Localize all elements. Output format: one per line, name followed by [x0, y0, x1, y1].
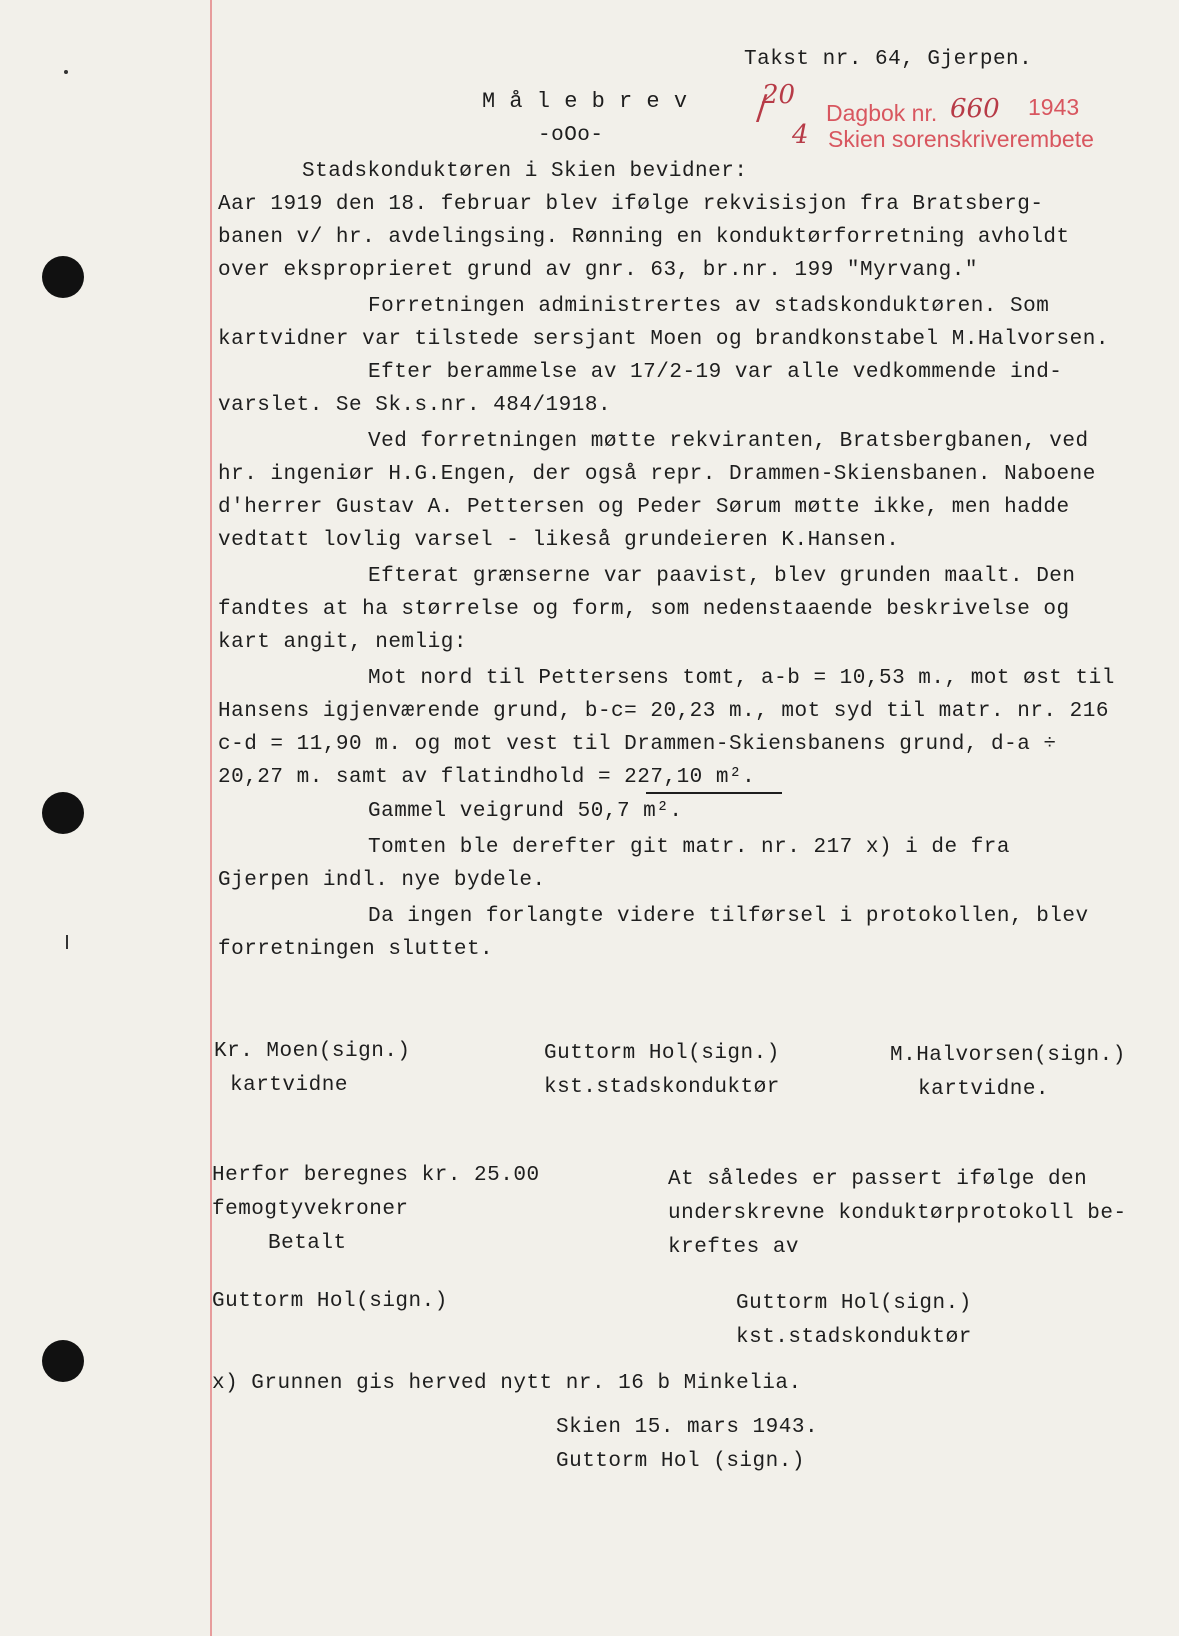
body-line: Hansens igjenværende grund, b-c= 20,23 m., mot syd til matr. nr. 216 [218, 700, 1109, 723]
punch-hole-icon [42, 792, 84, 834]
body-line: over eksproprieret grund av gnr. 63, br.nr. 199 "Myrvang." [218, 259, 978, 282]
signature-left-role: kartvidne [230, 1074, 348, 1097]
body-line: vedtatt lovlig varsel - likeså grundeieren K.Hansen. [218, 529, 900, 552]
body-line: Ved forretningen møtte rekviranten, Bratsbergbanen, ved [368, 430, 1089, 453]
closing-place-date: Skien 15. mars 1943. [556, 1416, 819, 1439]
body-line: Gjerpen indl. nye bydele. [218, 869, 546, 892]
punch-hole-icon [42, 256, 84, 298]
fee-paid: Betalt [268, 1232, 347, 1255]
paper-speck [64, 70, 68, 74]
body-line: banen v/ hr. avdelingsing. Rønning en konduktørforretning avholdt [218, 226, 1070, 249]
certification-line: kreftes av [668, 1236, 800, 1259]
closing-signer: Guttorm Hol (sign.) [556, 1450, 805, 1473]
body-line: varslet. Se Sk.s.nr. 484/1918. [218, 394, 612, 417]
stamp-date-month: 4 [792, 120, 809, 150]
body-line: Aar 1919 den 18. februar blev ifølge rekvisisjon fra Bratsberg- [218, 193, 1044, 216]
body-line: Efter berammelse av 17/2-19 var alle vedkommende ind- [368, 361, 1063, 384]
certification-line: underskrevne konduktørprotokoll be- [668, 1202, 1127, 1225]
signature-right-role: kartvidne. [918, 1078, 1050, 1101]
body-line: Mot nord til Pettersens tomt, a-b = 10,53 m., mot øst til [368, 667, 1115, 690]
certification-role: kst.stadskonduktør [736, 1326, 972, 1349]
body-line: 20,27 m. samt av flatindhold = 227,10 m². [218, 766, 756, 789]
stamp-year: 1943 [1028, 94, 1080, 120]
document-subtitle: -oOo- [538, 124, 604, 147]
body-line: Gammel veigrund 50,7 m². [368, 800, 683, 823]
takst-number: Takst nr. 64, Gjerpen. [744, 48, 1033, 71]
stamp-dagbok-number: 660 [950, 94, 1000, 124]
document-title: M å l e b r e v [482, 89, 688, 114]
footnote: x) Grunnen gis herved nytt nr. 16 b Minkelia. [212, 1372, 802, 1395]
body-line: Efterat grænserne var paavist, blev grunden maalt. Den [368, 565, 1076, 588]
body-line: c-d = 11,90 m. og mot vest til Drammen-Skiensbanens grund, d-a ÷ [218, 733, 1057, 756]
fee-line: femogtyvekroner [212, 1198, 409, 1221]
body-line: Stadskonduktøren i Skien bevidner: [302, 160, 748, 183]
certification-line: At således er passert ifølge den [668, 1168, 1088, 1191]
fee-signer: Guttorm Hol(sign.) [212, 1290, 448, 1313]
body-line: Forretningen administrertes av stadskonduktøren. Som [368, 295, 1050, 318]
body-line: d'herrer Gustav A. Pettersen og Peder Sørum møtte ikke, men hadde [218, 496, 1070, 519]
body-line: Da ingen forlangte videre tilførsel i protokollen, blev [368, 905, 1089, 928]
signature-mid-role: kst.stadskonduktør [544, 1076, 780, 1099]
stamp-dagbok-label: Dagbok nr. [826, 100, 938, 126]
stamp-date-slash: / [756, 88, 768, 128]
area-underline [646, 792, 782, 794]
body-line: Tomten ble derefter git matr. nr. 217 x) i de fra [368, 836, 1011, 859]
body-line: kart angit, nemlig: [218, 631, 467, 654]
stamp-office: Skien sorenskriverembete [828, 126, 1094, 152]
certification-signer: Guttorm Hol(sign.) [736, 1292, 972, 1315]
stamp-date-day: 20 [762, 80, 796, 110]
body-line: forretningen sluttet. [218, 938, 494, 961]
body-line: kartvidner var tilstede sersjant Moen og brandkonstabel M.Halvorsen. [218, 328, 1109, 351]
punch-hole-icon [42, 1340, 84, 1382]
body-line: fandtes at ha størrelse og form, som nedenstaaende beskrivelse og [218, 598, 1070, 621]
fee-line: Herfor beregnes kr. 25.00 [212, 1164, 540, 1187]
signature-left-name: Kr. Moen(sign.) [214, 1040, 411, 1063]
signature-mid-name: Guttorm Hol(sign.) [544, 1042, 780, 1065]
body-line: hr. ingeniør H.G.Engen, der også repr. Drammen-Skiensbanen. Naboene [218, 463, 1096, 486]
paper-speck [66, 935, 68, 949]
signature-right-name: M.Halvorsen(sign.) [890, 1044, 1126, 1067]
